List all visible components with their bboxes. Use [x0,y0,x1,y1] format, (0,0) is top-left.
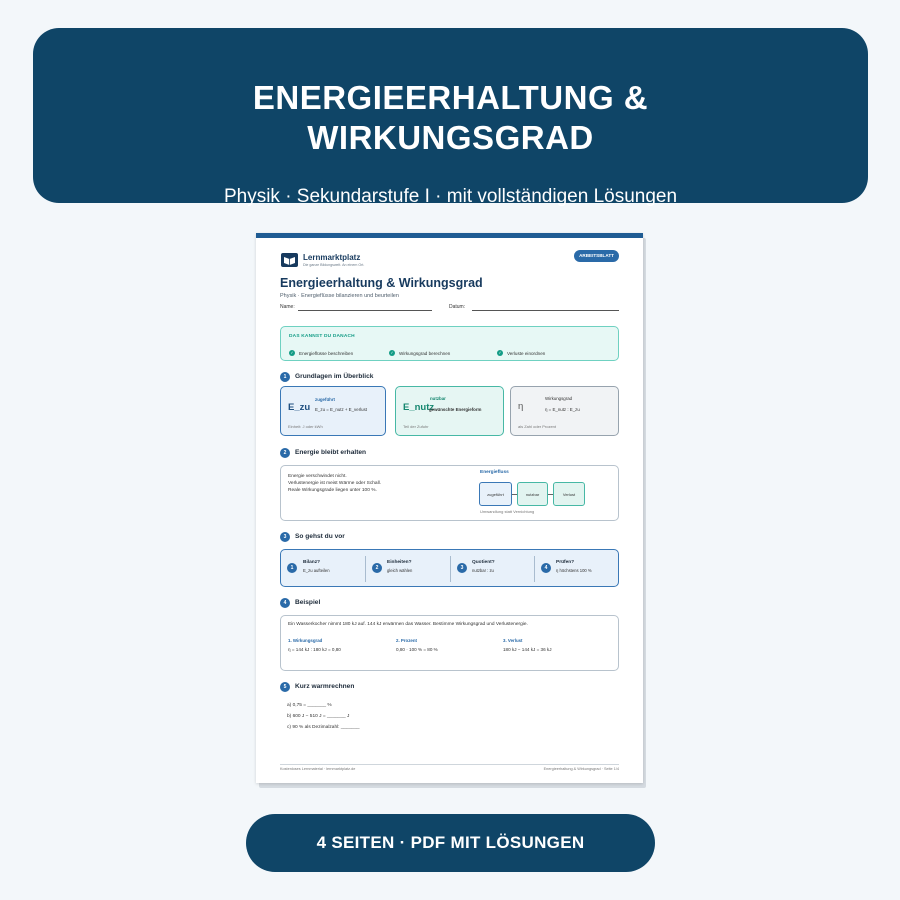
logo-tagline: Die ganze Bildungswelt. An einem Ort. [303,263,365,267]
card-symbol: E_zu [288,402,311,413]
step-title: Einheiten? [387,560,412,565]
concept-card-ezu [280,386,386,436]
concept-card-enutz [395,386,504,436]
card-formula: gewünschte Energieform [429,407,482,412]
goal-item: ✓ Verluste einordnen [498,350,546,356]
concept-card-eta [510,386,619,436]
step-title: Bilanz? [303,560,321,565]
example-box [280,615,619,671]
footer-right: Energieerhaltung & Wirkungsgrad · Seite 1/4 [543,767,619,771]
section-title: Grundlagen im Überblick [295,373,374,380]
section-title: Beispiel [295,599,321,606]
header-banner [33,28,868,207]
example-step-value: η = 144 kJ : 180 kJ = 0,80 [288,647,341,652]
flow-node: nutzbar [517,482,548,506]
conservation-box [280,465,619,521]
step-number: 4 [541,563,551,573]
warmup-tasks [287,700,360,733]
section-title: So gehst du vor [295,533,345,540]
goals-heading: DAS KANNST DU DANACH [289,334,355,339]
warmup-task: c) 90 % als Dezimalzahl: _______ [287,725,360,730]
check-icon: ✓ [290,351,294,355]
section-number: 4 [280,598,290,608]
section-title: Kurz warmrechnen [295,683,355,690]
step-number: 3 [457,563,467,573]
name-line [298,310,432,311]
pages-pill: 4 SEITEN · PDF MIT LÖSUNGEN [246,814,655,872]
step-number: 2 [372,563,382,573]
step-sub: nutzbar : zu [472,568,494,573]
card-formula: E_zu = E_nutz + E_verlust [315,407,367,412]
example-step-value: 180 kJ − 144 kJ = 36 kJ [503,647,552,652]
card-foot: als Zahl oder Prozent [518,424,557,429]
warmup-task: b) 600 J − 510 J = _______ J [287,714,350,719]
step-number: 1 [287,563,297,573]
card-symbol: η [518,401,524,412]
check-icon: ✓ [390,351,394,355]
flow-node: Verlust [553,482,585,506]
step-sub: gleich wählen [387,568,413,573]
name-label: Name: [280,304,295,310]
example-step-head: 3. Verlust [503,638,523,643]
card-label: zugeführt [315,397,335,402]
step-title: Quotient? [472,560,495,565]
flow-title: Energiefluss [480,470,509,475]
flow-caption: Umwandlung statt Vernichtung [480,509,535,514]
banner-title-line1: ENERGIEERHALTUNG & [252,79,649,116]
flow-node: zugeführt [479,482,512,506]
worksheet-title: Energieerhaltung & Wirkungsgrad [280,276,483,290]
section-number: 3 [280,532,290,542]
card-label: Wirkungsgrad [545,396,573,401]
card-foot: Einheit: J oder kWh [288,424,323,429]
step-sub: E_zu aufteilen [303,568,330,573]
section-number: 2 [280,448,290,458]
example-task: Ein Wasserkocher nimmt 180 kJ auf. 144 kJ erwärmen das Wasser. Bestimme Wirkungsgrad und Verlustenergie. [288,622,528,627]
step-title: Prüfen? [556,560,575,565]
banner-title-line2: WIRKUNGSGRAD [307,119,594,156]
banner-title [33,78,868,158]
card-foot: Teil der Zufuhr [403,424,429,429]
goal-item: ✓ Energieflüsse beschreiben [290,350,354,356]
section-title: Energie bleibt erhalten [295,449,367,456]
steps-box [280,549,619,587]
book-logo-icon [281,253,298,267]
warmup-task: a) 0,75 = _______ % [287,703,332,708]
step-divider [365,556,366,582]
date-line [472,310,619,311]
example-step-head: 1. Wirkungsgrad [288,638,323,643]
footer-divider [280,764,619,765]
logo-name: Lernmarktplatz [303,253,361,262]
example-step-head: 2. Prozent [396,638,417,643]
step-divider [534,556,535,582]
banner-subtitle: Physik · Sekundarstufe I · mit vollständigen Lösungen [223,186,678,207]
footer-left: Kostenloses Lernmaterial · lernmarktplatz.de [280,767,356,771]
step-divider [450,556,451,582]
card-formula: η = E_nutz : E_zu [545,407,580,412]
conservation-text: Energie verschwindet nicht. Verlustenergie ist meist Wärme oder Schall. Reale Wirkungsgrade liegen unter 100 %. [288,474,382,493]
worksheet-subtitle: Physik · Energieflüsse bilanzieren und beurteilen [280,293,399,299]
card-label: nutzbar [430,396,446,401]
worksheet-preview [256,233,643,783]
goals-box [280,326,619,361]
date-label: Datum: [449,304,466,310]
check-icon: ✓ [498,351,502,355]
worksheet-badge: ARBEITSBLATT [574,250,619,262]
step-sub: η höchstens 100 % [556,568,592,573]
card-symbol: E_nutz [403,402,435,413]
goal-item: ✓ Wirkungsgrad berechnen [390,350,451,356]
example-step-value: 0,80 · 100 % = 80 % [396,647,438,652]
section-number: 1 [280,372,290,382]
section-number: 5 [280,682,290,692]
